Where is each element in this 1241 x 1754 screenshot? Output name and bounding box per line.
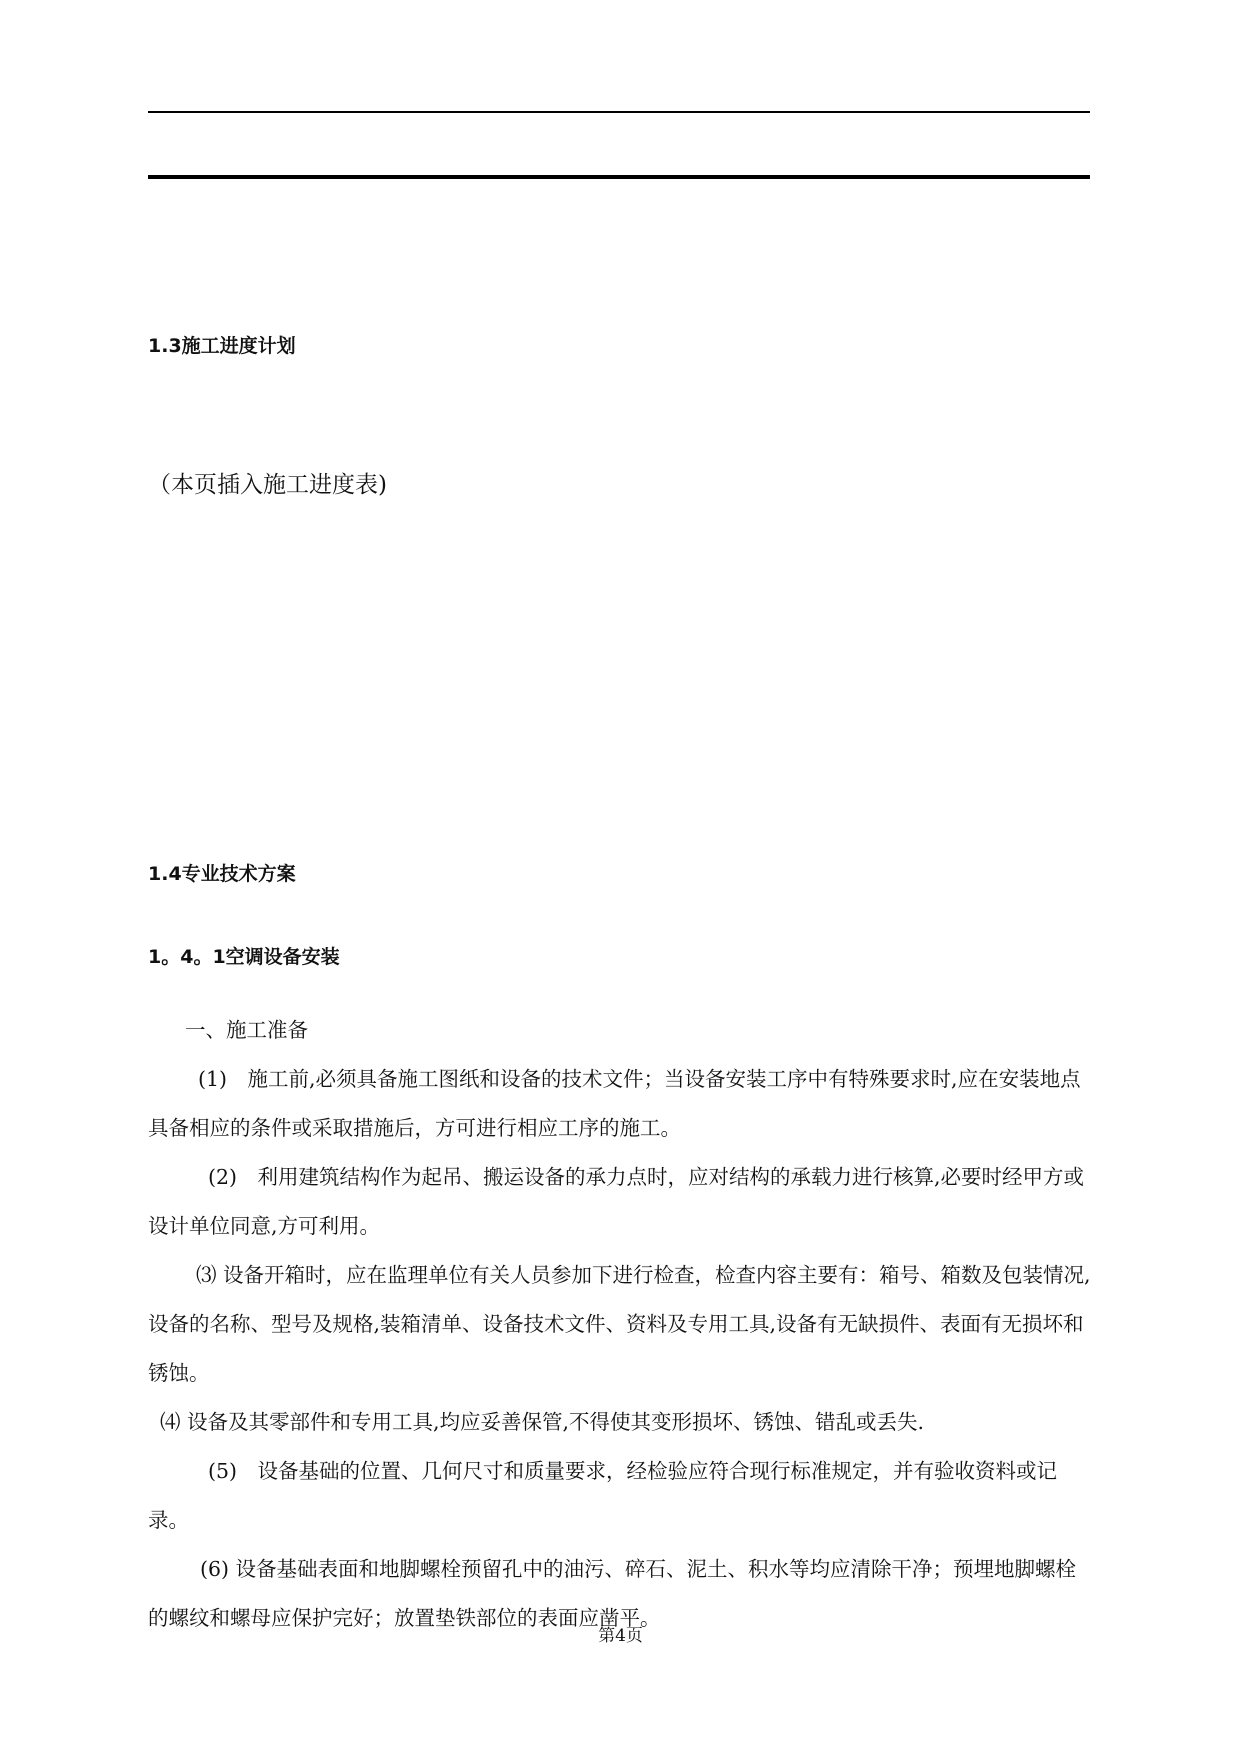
page-number: 第4页: [598, 1626, 643, 1646]
heading-1-3: 1.3施工进度计划: [148, 335, 296, 357]
list-item: ⑶ 设备开箱时，应在监理单位有关人员参加下进行检查，检查内容主要有：箱号、箱数及包装情况,设备的名称、型号及规格,装箱清单、设备技术文件、资料及专用工具,设备有无缺损件、表面有无损坏和锈蚀。: [148, 1263, 1091, 1385]
header-rule-top: [148, 111, 1090, 113]
list-item: (2) 利用建筑结构作为起吊、搬运设备的承力点时，应对结构的承载力进行核算,必要时经甲方或设计单位同意,方可利用。: [148, 1165, 1085, 1238]
list-item: ⑷ 设备及其零部件和专用工具,均应妥善保管,不得使其变形损坏、锈蚀、错乱或丢失.: [160, 1410, 925, 1434]
section-body: [148, 1006, 1092, 1643]
header-rule-bottom: [148, 175, 1090, 179]
heading-1-4-1: 1。4。1空调设备安装: [148, 946, 340, 968]
list-item: (5) 设备基础的位置、几何尺寸和质量要求，经检验应符合现行标准规定，并有验收资料或记录。: [148, 1459, 1058, 1532]
section-title: 一、施工准备: [185, 1018, 308, 1042]
list-item: (6) 设备基础表面和地脚螺栓预留孔中的油污、碎石、泥土、积水等均应清除干净；预埋地脚螺栓的螺纹和螺母应保护完好；放置垫铁部位的表面应凿平。: [148, 1557, 1077, 1630]
list-item: (1) 施工前,必须具备施工图纸和设备的技术文件；当设备安装工序中有特殊要求时,应在安装地点具备相应的条件或采取措施后，方可进行相应工序的施工。: [148, 1067, 1081, 1140]
heading-1-4: 1.4专业技术方案: [148, 863, 296, 885]
insert-schedule-note: （本页插入施工进度表): [148, 472, 387, 498]
